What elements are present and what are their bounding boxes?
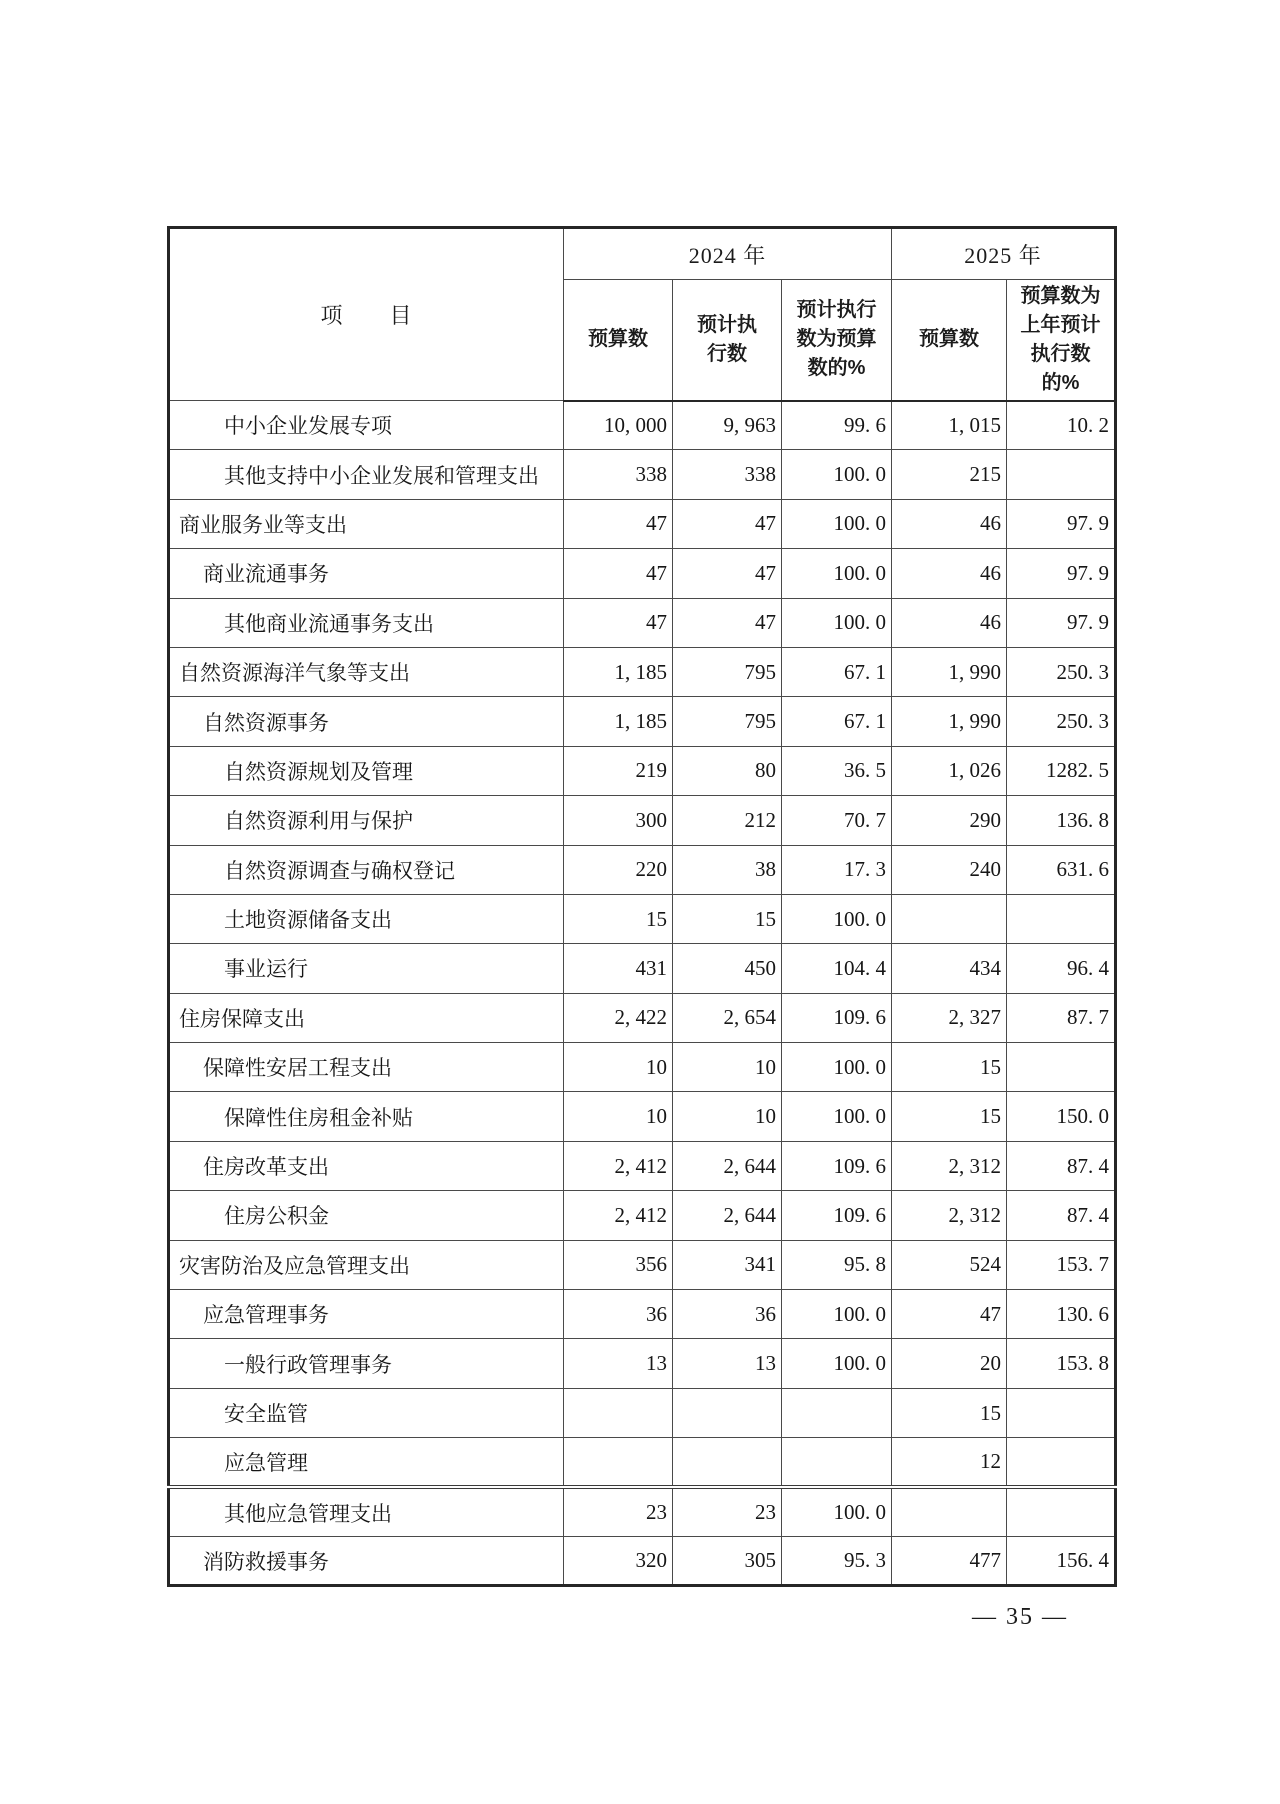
execution-ratio-2024-cell: 109. 6 bbox=[782, 1141, 892, 1190]
budget-2024-cell: 2, 412 bbox=[564, 1191, 673, 1240]
budget-2025-cell: 1, 015 bbox=[892, 401, 1007, 450]
item-name-cell: 住房保障支出 bbox=[169, 993, 564, 1042]
item-name-cell: 土地资源储备支出 bbox=[169, 894, 564, 943]
table-row bbox=[169, 1487, 1116, 1536]
column-header-2024-expected-label: 预计执行数 bbox=[697, 313, 757, 365]
execution-ratio-2024-cell bbox=[782, 1388, 892, 1437]
budget-2025-cell: 524 bbox=[892, 1240, 1007, 1289]
budget-2024-cell: 356 bbox=[564, 1240, 673, 1289]
execution-ratio-2024-cell: 95. 8 bbox=[782, 1240, 892, 1289]
budget-2024-cell bbox=[564, 1388, 673, 1437]
column-header-2024-budget-label: 预算数 bbox=[588, 328, 648, 351]
budget-2025-cell: 240 bbox=[892, 845, 1007, 894]
budget-2025-cell: 215 bbox=[892, 450, 1007, 499]
column-header-2024-budget bbox=[564, 280, 673, 401]
expected-execution-2024-cell: 47 bbox=[673, 598, 782, 647]
budget-2025-cell: 15 bbox=[892, 1092, 1007, 1141]
execution-ratio-2024-cell: 95. 3 bbox=[782, 1536, 892, 1585]
item-name-cell: 其他商业流通事务支出 bbox=[169, 598, 564, 647]
expected-execution-2024-cell: 80 bbox=[673, 746, 782, 795]
expected-execution-2024-cell: 341 bbox=[673, 1240, 782, 1289]
execution-ratio-2024-cell bbox=[782, 1438, 892, 1487]
table-row bbox=[169, 993, 1116, 1042]
budget-ratio-2025-cell bbox=[1007, 1043, 1116, 1092]
budget-2024-cell: 2, 412 bbox=[564, 1141, 673, 1190]
budget-2024-cell: 338 bbox=[564, 450, 673, 499]
table-row bbox=[169, 1240, 1116, 1289]
execution-ratio-2024-cell: 100. 0 bbox=[782, 1092, 892, 1141]
expected-execution-2024-cell: 13 bbox=[673, 1339, 782, 1388]
table-row bbox=[169, 598, 1116, 647]
column-header-item: 项 目 bbox=[169, 228, 564, 401]
table-row bbox=[169, 647, 1116, 696]
budget-ratio-2025-cell: 87. 7 bbox=[1007, 993, 1116, 1042]
budget-2024-cell: 2, 422 bbox=[564, 993, 673, 1042]
item-name-cell: 自然资源规划及管理 bbox=[169, 746, 564, 795]
budget-ratio-2025-cell: 250. 3 bbox=[1007, 647, 1116, 696]
budget-2025-cell: 12 bbox=[892, 1438, 1007, 1487]
item-name-cell: 保障性住房租金补贴 bbox=[169, 1092, 564, 1141]
budget-ratio-2025-cell: 156. 4 bbox=[1007, 1536, 1116, 1585]
table-row bbox=[169, 401, 1116, 450]
expected-execution-2024-cell: 2, 654 bbox=[673, 993, 782, 1042]
execution-ratio-2024-cell: 100. 0 bbox=[782, 1487, 892, 1536]
expected-execution-2024-cell: 9, 963 bbox=[673, 401, 782, 450]
budget-ratio-2025-cell: 10. 2 bbox=[1007, 401, 1116, 450]
expected-execution-2024-cell: 212 bbox=[673, 796, 782, 845]
table-row bbox=[169, 1141, 1116, 1190]
column-header-2024-expected-execution bbox=[673, 280, 782, 401]
item-name-cell: 保障性安居工程支出 bbox=[169, 1043, 564, 1092]
execution-ratio-2024-cell: 100. 0 bbox=[782, 598, 892, 647]
budget-ratio-2025-cell: 1282. 5 bbox=[1007, 746, 1116, 795]
budget-2024-cell: 15 bbox=[564, 894, 673, 943]
execution-ratio-2024-cell: 100. 0 bbox=[782, 499, 892, 548]
budget-ratio-2025-cell: 87. 4 bbox=[1007, 1191, 1116, 1240]
column-header-2025-budget-ratio bbox=[1007, 280, 1116, 401]
budget-2024-cell: 10 bbox=[564, 1092, 673, 1141]
table-row bbox=[169, 1388, 1116, 1437]
item-name-cell: 应急管理 bbox=[169, 1438, 564, 1487]
budget-2025-cell: 2, 327 bbox=[892, 993, 1007, 1042]
budget-2025-cell: 46 bbox=[892, 598, 1007, 647]
year-header-row bbox=[169, 228, 1116, 280]
budget-ratio-2025-cell bbox=[1007, 450, 1116, 499]
budget-ratio-2025-cell bbox=[1007, 894, 1116, 943]
expected-execution-2024-cell: 36 bbox=[673, 1290, 782, 1339]
expected-execution-2024-cell: 450 bbox=[673, 944, 782, 993]
budget-ratio-2025-cell: 250. 3 bbox=[1007, 697, 1116, 746]
table-row bbox=[169, 1536, 1116, 1585]
budget-2024-cell: 1, 185 bbox=[564, 697, 673, 746]
budget-2024-cell: 10, 000 bbox=[564, 401, 673, 450]
budget-ratio-2025-cell: 87. 4 bbox=[1007, 1141, 1116, 1190]
item-name-cell: 应急管理事务 bbox=[169, 1290, 564, 1339]
budget-expenditure-table bbox=[167, 226, 1117, 1587]
budget-ratio-2025-cell bbox=[1007, 1487, 1116, 1536]
execution-ratio-2024-cell: 99. 6 bbox=[782, 401, 892, 450]
budget-2025-cell: 15 bbox=[892, 1388, 1007, 1437]
budget-2025-cell: 2, 312 bbox=[892, 1191, 1007, 1240]
table-row bbox=[169, 746, 1116, 795]
expected-execution-2024-cell: 10 bbox=[673, 1092, 782, 1141]
item-name-cell: 一般行政管理事务 bbox=[169, 1339, 564, 1388]
budget-ratio-2025-cell: 97. 9 bbox=[1007, 598, 1116, 647]
table-row bbox=[169, 499, 1116, 548]
execution-ratio-2024-cell: 100. 0 bbox=[782, 1339, 892, 1388]
budget-2025-cell: 477 bbox=[892, 1536, 1007, 1585]
item-name-cell: 自然资源事务 bbox=[169, 697, 564, 746]
budget-2025-cell: 20 bbox=[892, 1339, 1007, 1388]
budget-2025-cell: 46 bbox=[892, 549, 1007, 598]
column-header-2025-budget bbox=[892, 280, 1007, 401]
item-name-cell: 事业运行 bbox=[169, 944, 564, 993]
budget-2024-cell: 1, 185 bbox=[564, 647, 673, 696]
execution-ratio-2024-cell: 100. 0 bbox=[782, 450, 892, 499]
budget-2024-cell: 47 bbox=[564, 499, 673, 548]
budget-2025-cell: 2, 312 bbox=[892, 1141, 1007, 1190]
table-row bbox=[169, 1092, 1116, 1141]
table-row bbox=[169, 894, 1116, 943]
budget-2024-cell: 47 bbox=[564, 598, 673, 647]
column-header-2024-ratio-label: 预计执行数为预算数的% bbox=[796, 299, 877, 380]
expected-execution-2024-cell bbox=[673, 1438, 782, 1487]
column-header-2024-execution-ratio bbox=[782, 280, 892, 401]
execution-ratio-2024-cell: 100. 0 bbox=[782, 894, 892, 943]
execution-ratio-2024-cell: 100. 0 bbox=[782, 1043, 892, 1092]
expected-execution-2024-cell: 47 bbox=[673, 549, 782, 598]
execution-ratio-2024-cell: 109. 6 bbox=[782, 1191, 892, 1240]
budget-ratio-2025-cell: 150. 0 bbox=[1007, 1092, 1116, 1141]
budget-2024-cell: 13 bbox=[564, 1339, 673, 1388]
budget-2024-cell: 36 bbox=[564, 1290, 673, 1339]
execution-ratio-2024-cell: 104. 4 bbox=[782, 944, 892, 993]
table-row bbox=[169, 549, 1116, 598]
expected-execution-2024-cell: 795 bbox=[673, 647, 782, 696]
budget-2024-cell: 10 bbox=[564, 1043, 673, 1092]
expected-execution-2024-cell: 2, 644 bbox=[673, 1141, 782, 1190]
item-name-cell: 自然资源利用与保护 bbox=[169, 796, 564, 845]
item-name-cell: 自然资源调查与确权登记 bbox=[169, 845, 564, 894]
item-name-cell: 灾害防治及应急管理支出 bbox=[169, 1240, 564, 1289]
budget-2024-cell: 47 bbox=[564, 549, 673, 598]
column-header-year-2024: 2024 年 bbox=[564, 228, 892, 280]
budget-ratio-2025-cell: 97. 9 bbox=[1007, 499, 1116, 548]
execution-ratio-2024-cell: 70. 7 bbox=[782, 796, 892, 845]
execution-ratio-2024-cell: 17. 3 bbox=[782, 845, 892, 894]
table-row bbox=[169, 697, 1116, 746]
item-name-cell: 住房改革支出 bbox=[169, 1141, 564, 1190]
item-name-cell: 自然资源海洋气象等支出 bbox=[169, 647, 564, 696]
budget-2024-cell: 219 bbox=[564, 746, 673, 795]
budget-ratio-2025-cell: 97. 9 bbox=[1007, 549, 1116, 598]
expected-execution-2024-cell: 795 bbox=[673, 697, 782, 746]
table-row bbox=[169, 1438, 1116, 1487]
budget-ratio-2025-cell: 153. 8 bbox=[1007, 1339, 1116, 1388]
expected-execution-2024-cell bbox=[673, 1388, 782, 1437]
column-header-year-2025: 2025 年 bbox=[892, 228, 1116, 280]
expected-execution-2024-cell: 15 bbox=[673, 894, 782, 943]
table-row bbox=[169, 796, 1116, 845]
table-row bbox=[169, 1339, 1116, 1388]
table-row bbox=[169, 450, 1116, 499]
expected-execution-2024-cell: 38 bbox=[673, 845, 782, 894]
page-number: — 35 — bbox=[972, 1604, 1068, 1630]
item-name-cell: 商业流通事务 bbox=[169, 549, 564, 598]
budget-2025-cell: 1, 026 bbox=[892, 746, 1007, 795]
budget-2024-cell: 431 bbox=[564, 944, 673, 993]
execution-ratio-2024-cell: 100. 0 bbox=[782, 1290, 892, 1339]
budget-2025-cell: 46 bbox=[892, 499, 1007, 548]
budget-2024-cell bbox=[564, 1438, 673, 1487]
budget-2024-cell: 300 bbox=[564, 796, 673, 845]
budget-2025-cell bbox=[892, 1487, 1007, 1536]
budget-ratio-2025-cell: 631. 6 bbox=[1007, 845, 1116, 894]
expected-execution-2024-cell: 10 bbox=[673, 1043, 782, 1092]
execution-ratio-2024-cell: 67. 1 bbox=[782, 647, 892, 696]
budget-ratio-2025-cell bbox=[1007, 1438, 1116, 1487]
item-name-cell: 中小企业发展专项 bbox=[169, 401, 564, 450]
table-row bbox=[169, 1191, 1116, 1240]
item-name-cell: 安全监管 bbox=[169, 1388, 564, 1437]
table-row bbox=[169, 944, 1116, 993]
table-body bbox=[169, 401, 1116, 1586]
expected-execution-2024-cell: 2, 644 bbox=[673, 1191, 782, 1240]
budget-2024-cell: 23 bbox=[564, 1487, 673, 1536]
execution-ratio-2024-cell: 36. 5 bbox=[782, 746, 892, 795]
budget-2025-cell: 47 bbox=[892, 1290, 1007, 1339]
execution-ratio-2024-cell: 67. 1 bbox=[782, 697, 892, 746]
item-name-cell: 商业服务业等支出 bbox=[169, 499, 564, 548]
budget-2024-cell: 320 bbox=[564, 1536, 673, 1585]
item-name-cell: 其他应急管理支出 bbox=[169, 1487, 564, 1536]
budget-2024-cell: 220 bbox=[564, 845, 673, 894]
column-header-2025-budget-label: 预算数 bbox=[919, 328, 979, 351]
table-row bbox=[169, 845, 1116, 894]
budget-ratio-2025-cell: 136. 8 bbox=[1007, 796, 1116, 845]
budget-ratio-2025-cell: 130. 6 bbox=[1007, 1290, 1116, 1339]
expected-execution-2024-cell: 338 bbox=[673, 450, 782, 499]
table-row bbox=[169, 1043, 1116, 1092]
expected-execution-2024-cell: 23 bbox=[673, 1487, 782, 1536]
table-row bbox=[169, 1290, 1116, 1339]
budget-ratio-2025-cell: 153. 7 bbox=[1007, 1240, 1116, 1289]
item-name-cell: 消防救援事务 bbox=[169, 1536, 564, 1585]
budget-2025-cell: 15 bbox=[892, 1043, 1007, 1092]
expected-execution-2024-cell: 47 bbox=[673, 499, 782, 548]
item-name-cell: 住房公积金 bbox=[169, 1191, 564, 1240]
item-name-cell: 其他支持中小企业发展和管理支出 bbox=[169, 450, 564, 499]
column-header-2025-ratio-label: 预算数为上年预计执行数的% bbox=[1020, 284, 1101, 394]
execution-ratio-2024-cell: 109. 6 bbox=[782, 993, 892, 1042]
budget-ratio-2025-cell: 96. 4 bbox=[1007, 944, 1116, 993]
execution-ratio-2024-cell: 100. 0 bbox=[782, 549, 892, 598]
budget-2025-cell bbox=[892, 894, 1007, 943]
budget-2025-cell: 1, 990 bbox=[892, 647, 1007, 696]
expected-execution-2024-cell: 305 bbox=[673, 1536, 782, 1585]
budget-2025-cell: 434 bbox=[892, 944, 1007, 993]
budget-2025-cell: 290 bbox=[892, 796, 1007, 845]
budget-ratio-2025-cell bbox=[1007, 1388, 1116, 1437]
budget-2025-cell: 1, 990 bbox=[892, 697, 1007, 746]
